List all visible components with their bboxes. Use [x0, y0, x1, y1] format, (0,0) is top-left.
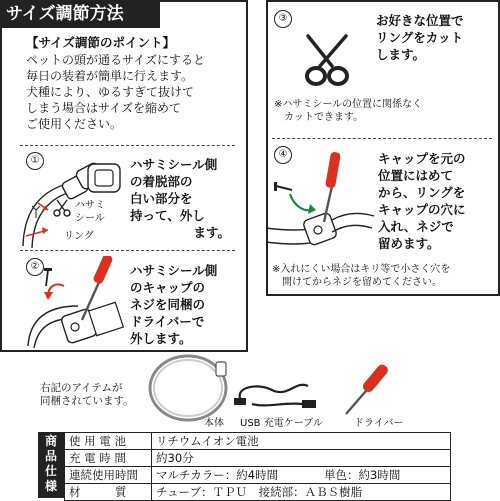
item-usb-cable: USB 充電ケーブル	[240, 418, 323, 429]
spec-table	[38, 432, 451, 501]
item-body: 本体	[204, 418, 224, 429]
step-2-text: ハサミシール側 のキャップの ネジを同梱の ドライバーで 外します。	[130, 263, 218, 346]
step-4-number: ④	[274, 146, 292, 164]
step-2-illustration	[20, 256, 132, 348]
spec-value: リチウムイオン電池	[152, 433, 451, 450]
point-heading: 【サイズ調節のポイント】	[26, 35, 176, 50]
scissors-icon	[298, 30, 356, 88]
scissors-icon	[52, 198, 72, 218]
label-scissor: ハサミ	[75, 200, 105, 211]
spec-value: マルチカラー：約4時間	[152, 467, 321, 484]
step-3-number: ③	[274, 10, 292, 28]
table-row	[38, 433, 451, 450]
spec-label: 使 用 電 池	[65, 433, 152, 450]
spec-label: 連続使用時間	[65, 467, 152, 484]
spec-label: 材 質	[65, 484, 152, 501]
page-title: サイズ調節方法	[0, 0, 160, 28]
label-ring: リング	[64, 231, 94, 242]
step-3-note: ※ハサミシールの位置に関係なく カットできます。	[274, 99, 423, 123]
spec-side-label: 商 品 仕 様	[38, 432, 64, 498]
step-4-illustration	[266, 150, 378, 260]
point-text: ペットの頭が通るサイズにすると 毎日の装着が簡単に行えます。 犬種により、ゆるすぎて抜けて しまう場合はサイズを縮めて ご使用ください。	[26, 53, 206, 131]
spec-extra: 単色：約3時間	[320, 467, 451, 484]
step-4-text: キャップを元の 位置にはめて から、リングを キャップの穴に 入れ、ネジで 留めます。	[378, 151, 466, 251]
bundle-text: 右記のアイテムが 同梱されています。	[40, 382, 134, 407]
divider	[272, 138, 492, 139]
item-screwdriver: ドライバー	[354, 418, 404, 429]
usb-cable-image	[232, 372, 318, 412]
spec-label: 充 電 時 間	[65, 450, 152, 467]
table-row	[38, 467, 451, 484]
spec-value: チューブ：ＴＰＵ 接続部：ＡＢＳ樹脂	[152, 484, 451, 501]
divider	[20, 250, 235, 251]
table-row	[38, 450, 451, 467]
clasp-detail	[86, 162, 122, 194]
step-3-text: お好きな位置で リングをカット します。	[376, 13, 464, 62]
step-1-number: ①	[26, 152, 44, 170]
step-2-number: ②	[26, 258, 44, 276]
spec-value: 約30分	[152, 450, 451, 467]
label-seal: シール	[75, 213, 105, 224]
step-1-text: ハサミシール側 の着脱部の 白い部分を 持って、外し ます。	[130, 157, 230, 240]
screwdriver-image	[342, 364, 392, 416]
step-4-note: ※入れにくい場合はキリ等で小さく穴を 開けてからネジを留めてください。	[272, 264, 451, 288]
table-row	[38, 484, 451, 501]
divider	[20, 145, 235, 146]
